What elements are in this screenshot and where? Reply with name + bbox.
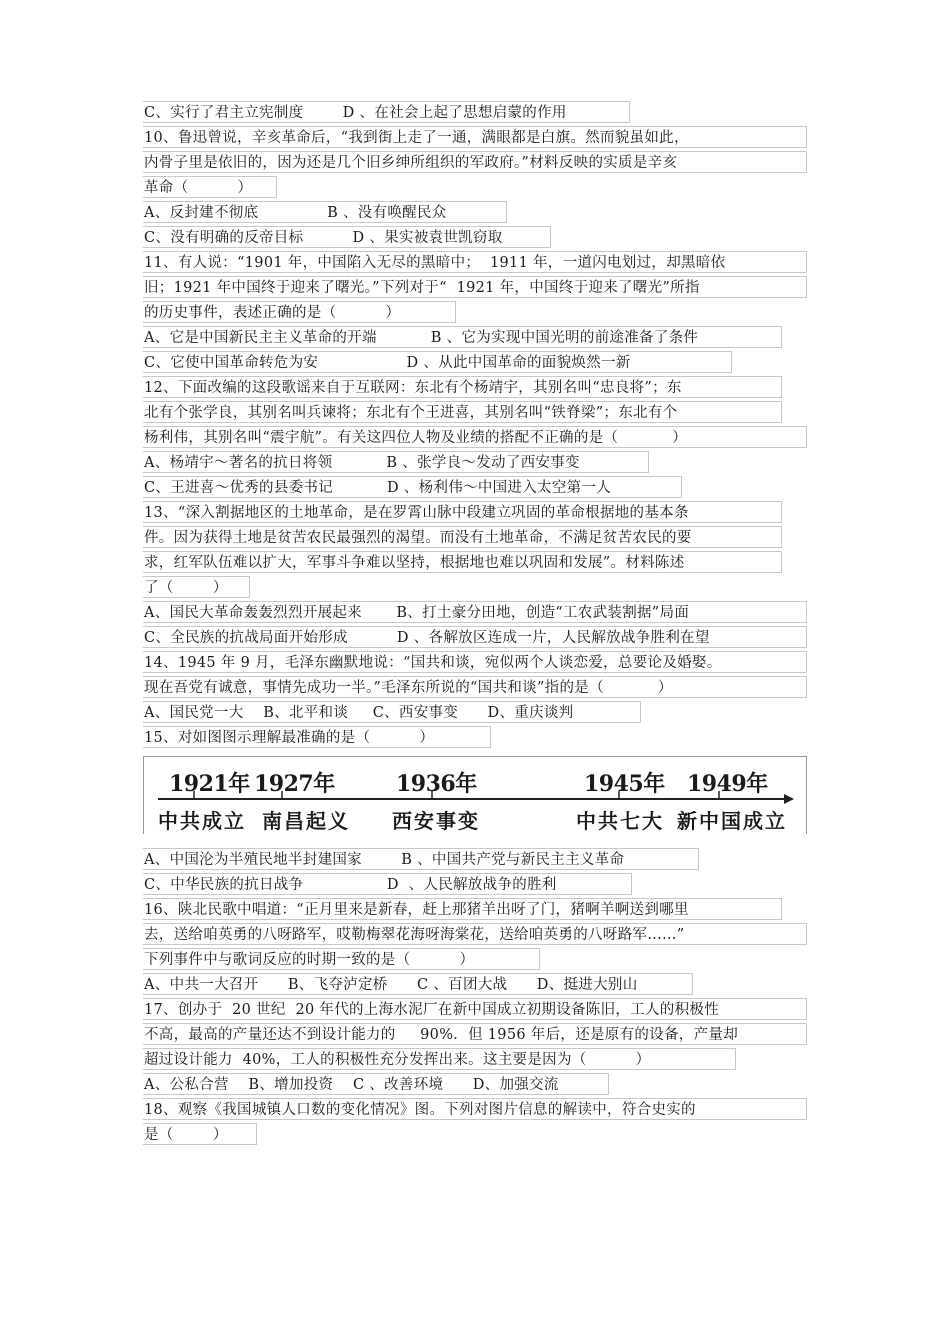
text-line: 10、鲁迅曾说，辛亥革命后，“我到街上走了一通，满眼都是白旗。然而貌虽如此，: [143, 126, 807, 148]
timeline-year: 1936年: [396, 771, 477, 797]
text-line: 杨利伟，其别名叫“震宇航”。有关这四位人物及业绩的搭配不正确的是（ ）: [143, 426, 807, 448]
text-line: 下列事件中与歌词反应的时期一致的是（ ）: [143, 948, 540, 970]
text-line: 16、陕北民歌中唱道：“正月里来是新春，赶上那猪羊出呀了门，猪啊羊啊送到哪里: [143, 898, 782, 920]
text-line: 15、对如图图示理解最准确的是（ ）: [143, 726, 491, 748]
text-line: 12、下面改编的这段歌谣来自于互联网：东北有个杨靖宇，其别名叫“忠良将”；东: [143, 376, 782, 398]
timeline-event: 中共七大: [576, 809, 664, 833]
text-line: 件。因为获得土地是贫苦农民最强烈的渴望。而没有土地革命，不满足贫苦农民的要: [143, 526, 782, 548]
text-line: C、实行了君主立宪制度 D 、在社会上起了思想启蒙的作用: [143, 101, 630, 123]
text-line: A、反封建不彻底 B 、没有唤醒民众: [143, 201, 507, 223]
timeline-figure: [143, 756, 807, 834]
text-line: A、中共一大召开 B、飞夺泸定桥 C 、百团大战 D、挺进大别山: [143, 973, 693, 995]
text-line: A、它是中国新民主主义革命的开端 B 、它为实现中国光明的前途准备了条件: [143, 326, 782, 348]
text-line: A、国民党一大 B、北平和谈 C、西安事变 D、重庆谈判: [143, 701, 641, 723]
text-line: A、国民大革命轰轰烈烈开展起来 B、打土豪分田地，创造“工农武装割据”局面: [143, 601, 807, 623]
text-line: 求，红军队伍难以扩大，军事斗争难以坚持，根据地也难以巩固和发展”。材料陈述: [143, 551, 782, 573]
text-line: C、没有明确的反帝目标 D 、果实被袁世凯窃取: [143, 226, 551, 248]
text-line: 去，送给咱英勇的八呀路军，哎勒梅翠花海呀海棠花，送给咱英勇的八呀路军……”: [143, 923, 807, 945]
text-line: 内骨子里是依旧的，因为还是几个旧乡绅所组织的军政府。”材料反映的实质是辛亥: [143, 151, 807, 173]
text-line: 北有个张学良，其别名叫兵谏将；东北有个王进喜，其别名叫“铁脊梁”；东北有个: [143, 401, 782, 423]
text-line: 17、创办于 20 世纪 20 年代的上海水泥厂在新中国成立初期设备陈旧，工人的积极性: [143, 998, 807, 1020]
text-line: 革命（ ）: [143, 176, 277, 198]
timeline-year: 1927年: [254, 771, 335, 797]
text-line: 的历史事件，表述正确的是（ ）: [143, 301, 456, 323]
text-line: 旧；1921 年中国终于迎来了曙光。”下列对于“ 1921 年，中国终于迎来了曙光”所指: [143, 276, 807, 298]
timeline-year: 1921年: [169, 771, 250, 797]
timeline-year: 1945年: [584, 771, 665, 797]
text-line: A、公私合营 B、增加投资 C 、改善环境 D、加强交流: [143, 1073, 609, 1095]
text-line: 超过设计能力 40%，工人的积极性充分发挥出来。这主要是因为（ ）: [143, 1048, 736, 1070]
text-line: C、中华民族的抗日战争 D 、人民解放战争的胜利: [143, 873, 632, 895]
text-line: 18、观察《我国城镇人口数的变化情况》图。下列对图片信息的解读中，符合史实的: [143, 1098, 807, 1120]
text-line: C、王进喜～优秀的县委书记 D 、杨利伟～中国进入太空第一人: [143, 476, 682, 498]
text-line: 是（ ）: [143, 1123, 257, 1145]
text-line: A、中国沦为半殖民地半封建国家 B 、中国共产党与新民主主义革命: [143, 848, 699, 870]
axis-arrow: [784, 794, 794, 804]
text-line: 了（ ）: [143, 576, 250, 598]
text-line: 现在吾党有诚意，事情先成功一半。”毛泽东所说的“国共和谈”指的是（ ）: [143, 676, 807, 698]
text-line: 不高，最高的产量还达不到设计能力的 90%．但 1956 年后，还是原有的设备，产量却: [143, 1023, 807, 1045]
timeline-event: 中共成立: [158, 809, 246, 833]
text-line: 13、“深入割据地区的土地革命，是在罗霄山脉中段建立巩固的革命根据地的基本条: [143, 501, 782, 523]
timeline-event: 新中国成立: [677, 809, 787, 833]
text-line: 11、有人说：“1901 年，中国陷入无尽的黑暗中； 1911 年，一道闪电划过，却黑暗依: [143, 251, 807, 273]
text-line: C、它使中国革命转危为安 D 、从此中国革命的面貌焕然一新: [143, 351, 732, 373]
timeline-event: 西安事变: [392, 809, 480, 833]
text-line: 14、1945 年 9 月，毛泽东幽默地说：“国共和谈，宛似两个人谈恋爱，总要论及婚娶。: [143, 651, 807, 673]
timeline-year: 1949年: [687, 771, 768, 797]
text-line: C、全民族的抗战局面开始形成 D 、各解放区连成一片，人民解放战争胜利在望: [143, 626, 807, 648]
timeline-event: 南昌起义: [262, 809, 350, 833]
text-line: A、杨靖宇～著名的抗日将领 B 、张学良～发动了西安事变: [143, 451, 649, 473]
